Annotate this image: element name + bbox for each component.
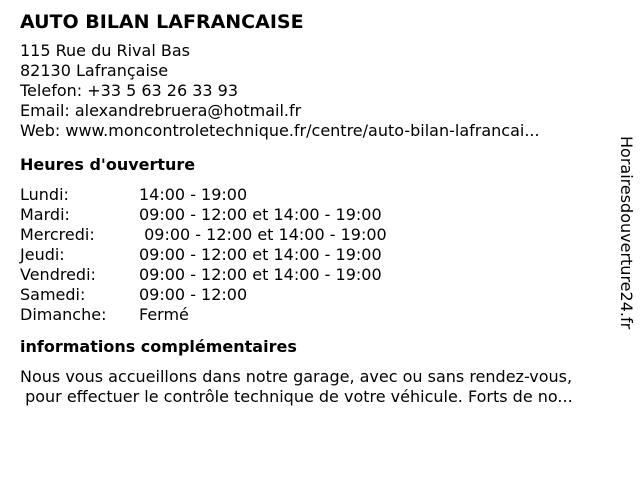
hours-day: Mercredi: (20, 225, 95, 244)
hours-time: 09:00 - 12:00 et 14:00 - 19:00 (139, 245, 382, 264)
address-city: 82130 Lafrançaise (20, 61, 169, 80)
hours-time: 09:00 - 12:00 et 14:00 - 19:00 (139, 225, 387, 244)
hours-row-tuesday (20, 205, 610, 225)
opening-hours-heading: Heures d'ouverture (20, 155, 196, 174)
hours-row-friday (20, 265, 610, 285)
business-card (20, 10, 610, 407)
hours-time: 09:00 - 12:00 et 14:00 - 19:00 (139, 205, 382, 224)
hours-time: 09:00 - 12:00 (139, 285, 248, 304)
additional-info-text (20, 367, 610, 407)
info-line-1: Nous vous accueillons dans notre garage, avec ou sans rendez-vous, (20, 367, 573, 386)
hours-day: Mardi: (20, 205, 70, 224)
additional-info-heading: informations complémentaires (20, 337, 297, 356)
hours-row-saturday (20, 285, 610, 305)
hours-row-thursday (20, 245, 610, 265)
hours-day: Samedi: (20, 285, 86, 304)
address-street: 115 Rue du Rival Bas (20, 41, 190, 60)
hours-day: Dimanche: (20, 305, 107, 324)
hours-row-sunday (20, 305, 610, 325)
business-name: AUTO BILAN LAFRANCAISE (20, 11, 304, 33)
hours-day: Jeudi: (20, 245, 65, 264)
website-line: Web: www.moncontroletechnique.fr/centre/auto-bilan-lafrancai... (20, 121, 540, 140)
contact-block (20, 41, 610, 141)
hours-row-monday (20, 185, 610, 205)
hours-time: 09:00 - 12:00 et 14:00 - 19:00 (139, 265, 382, 284)
phone-line: Telefon: +33 5 63 26 33 93 (20, 81, 239, 100)
hours-time: Fermé (139, 305, 189, 324)
hours-day: Vendredi: (20, 265, 96, 284)
info-line-2: pour effectuer le contrôle technique de votre véhicule. Forts de no... (20, 387, 573, 406)
email-line: Email: alexandrebruera@hotmail.fr (20, 101, 302, 120)
site-watermark: Horairesdouverture24.fr (617, 136, 636, 330)
hours-time: 14:00 - 19:00 (139, 185, 248, 204)
hours-row-wednesday (20, 225, 610, 245)
opening-hours-table (20, 185, 610, 325)
hours-day: Lundi: (20, 185, 69, 204)
